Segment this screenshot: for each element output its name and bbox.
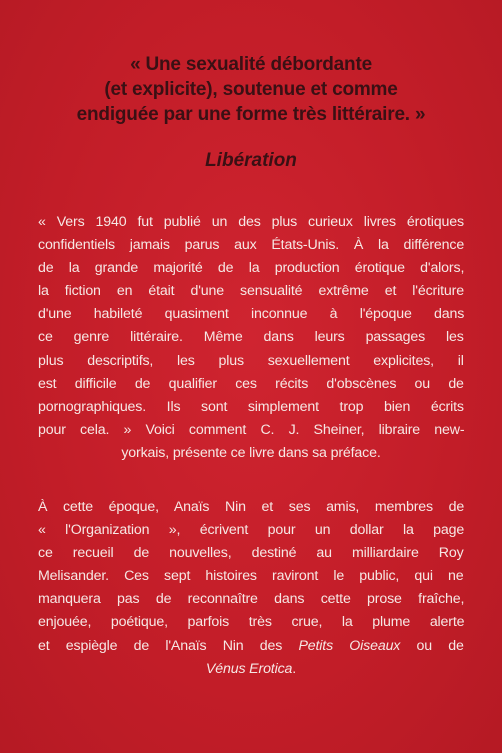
text-line: yorkais, présente ce livre dans sa préface.: [121, 444, 381, 461]
blurb-paragraph-1: [38, 211, 464, 465]
text-line: pornographiques. Ils sont simplement trop bien écrits: [38, 398, 464, 415]
text-line: « l'Organization », écrivent pour un dollar la page: [38, 522, 465, 539]
text-line: de la grande majorité de la production érotique d'alors,: [38, 260, 465, 277]
text-run: ou de: [400, 637, 464, 654]
book-title-venus-erotica: Vénus Erotica: [205, 660, 293, 677]
press-quote: [20, 52, 482, 127]
text-line: [38, 658, 464, 681]
text-line: pour cela. » Voici comment C. J. Sheiner, libraire new-: [38, 421, 465, 438]
press-quote-line: endiguée par une forme très littéraire. »: [76, 104, 426, 125]
text-line: enjouée, poétique, parfois très crue, la plume alerte: [38, 614, 465, 631]
blurb-paragraph-2: [38, 496, 464, 681]
text-line: [38, 635, 464, 658]
text-line: est difficile de qualifier ces récits d'obscènes ou de: [38, 375, 464, 392]
book-title-petits-oiseaux: Petits Oiseaux: [298, 637, 401, 654]
text-line: ce genre littéraire. Même dans leurs passages les: [38, 329, 464, 346]
text-line: À cette époque, Anaïs Nin et ses amis, membres de: [38, 499, 465, 515]
text-run: et espiègle de l'Anaïs Nin des: [38, 637, 299, 654]
text-line: d'une habileté quasiment inconnue à l'époque dans: [38, 306, 465, 323]
text-line: confidentiels jamais parus aux États-Unis. À la différence: [38, 237, 465, 254]
text-line: plus descriptifs, les plus sexuellement explicites, il: [38, 352, 464, 369]
text-line: manquera pas de reconnaître dans cette prose fraîche,: [38, 591, 465, 608]
text-line: la fiction en était d'une sensualité extrême et l'écriture: [38, 283, 464, 300]
text-line: Melisander. Ces sept histoires raviront le public, qui ne: [38, 568, 464, 585]
text-line: ce recueil de nouvelles, destiné au milliardaire Roy: [38, 545, 464, 562]
press-quote-line: (et explicite), soutenue et comme: [104, 79, 398, 100]
quote-source: Libération: [205, 150, 297, 171]
text-line: « Vers 1940 fut publié un des plus curieux livres érotiques: [38, 214, 464, 230]
press-quote-line: « Une sexualité débordante: [130, 54, 372, 75]
text-run: .: [292, 660, 297, 677]
